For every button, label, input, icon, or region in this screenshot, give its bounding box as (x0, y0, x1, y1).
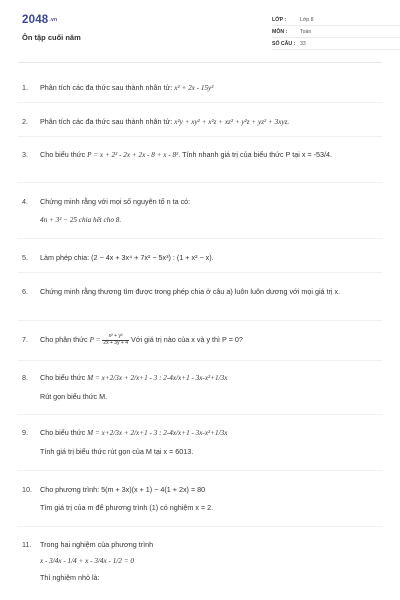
divider (18, 320, 382, 321)
math-expression: M = x+2/3x + 2/x+1 - 3 : 2-4x/x+1 - 3x-x²+1/3x (87, 429, 228, 437)
divider (18, 526, 382, 527)
divider (18, 238, 382, 239)
divider (18, 136, 382, 137)
meta-value: Toán (300, 29, 312, 35)
question-4 (22, 196, 382, 226)
question-number: 3. (22, 150, 28, 159)
math-expression: 4n + 3² − 25 chia hết cho 8. (40, 216, 122, 224)
brand-name: 2048 (22, 14, 49, 26)
page-title: Ôn tập cuối năm (22, 33, 81, 42)
question-text: Cho biểu thức (40, 150, 88, 159)
question-number: 10. (22, 485, 32, 494)
question-10 (22, 484, 382, 513)
question-subtext: Tính giá trị biểu thức rút gọn của M tại x = 6013. (40, 447, 194, 456)
meta-label: MÔN : (272, 29, 288, 35)
meta-label: LỚP : (272, 17, 287, 23)
meta-row-subject (272, 26, 400, 38)
meta-info (272, 14, 400, 50)
question-3 (22, 149, 382, 161)
divider (18, 102, 382, 103)
divider (18, 414, 382, 415)
meta-value: Lớp 8 (300, 17, 314, 23)
fraction-numerator: x² + y² (102, 334, 129, 341)
question-text: Chứng minh rằng thương tìm được trong phép chia ở câu a) luôn luôn dương với mọi giá trị x. (40, 287, 341, 296)
question-text: Cho phương trình: 5(m + 3x)(x + 1) − 4(1 + 2x) = 80 (40, 485, 206, 494)
question-number: 6. (22, 287, 28, 296)
meta-row-count (272, 38, 400, 50)
question-text: Trong hai nghiệm của phương trình (40, 540, 154, 549)
question-number: 2. (22, 117, 28, 126)
meta-label: SỐ CÂU : (272, 41, 296, 47)
question-subtext: Tìm giá trị của m để phương trình (1) có nghiệm x = 2. (40, 503, 214, 512)
question-5 (22, 252, 382, 263)
question-text: Chứng minh rằng với mọi số nguyên tố n ta có: (40, 197, 191, 206)
math-expression: x² + 2x - 15y² (174, 84, 214, 92)
worksheet-header (18, 0, 382, 63)
question-11 (22, 539, 382, 583)
question-2 (22, 116, 382, 128)
question-subtext: Rút gọn biểu thức M. (40, 392, 108, 401)
math-expression: x - 3/4x - 1/4 + x - 3/4x - 1/2 = 0 (40, 557, 134, 565)
question-number: 1. (22, 83, 28, 92)
meta-value: 33 (300, 41, 306, 47)
question-subtext: Thì nghiệm nhỏ là: (40, 573, 100, 582)
math-expression: x²y + xy² + x²z + xz² + y²z + yz² + 3xyz. (174, 118, 290, 126)
question-number: 11. (22, 540, 32, 549)
question-number: 9. (22, 428, 28, 437)
divider (18, 182, 382, 183)
divider (18, 470, 382, 471)
math-expression: P = x + 2² - 2x + 2x - 8 + x - 8² (87, 151, 179, 159)
question-6 (22, 286, 382, 297)
divider (18, 272, 382, 273)
question-text: Cho biểu thức (40, 428, 88, 437)
question-1 (22, 82, 382, 94)
question-text: . Tính nhanh giá trị của biểu thức P tại x = -53/4. (178, 150, 332, 159)
brand-suffix: .vn (49, 16, 58, 23)
question-7: 7. Cho phân thức P = $\frac{\text{x² + y²}}{2x + 3y + 4}$ Với giá trị nào của x và y thì P = 0? (22, 333, 243, 346)
brand-logo[interactable] (22, 14, 57, 26)
question-text: Phân tích các đa thức sau thành nhân tử: (40, 83, 175, 92)
fraction (102, 334, 129, 346)
question-9 (22, 427, 382, 457)
question-text: Cho biểu thức (40, 373, 88, 382)
question-8 (22, 372, 382, 402)
question-number: 8. (22, 373, 28, 382)
question-text: Phân tích các đa thức sau thành nhân tử: (40, 117, 175, 126)
divider (18, 360, 382, 361)
meta-row-class (272, 14, 400, 26)
question-number: 7. (22, 335, 28, 344)
fraction-denominator: 2x + 3y + 4 (103, 339, 129, 346)
math-expression: M = x+2/3x + 2/x+1 - 3 : 2-4x/x+1 - 3x-x²+1/3x (87, 374, 228, 382)
question-text: Cho phân thức (40, 335, 90, 344)
question-number: 4. (22, 197, 28, 206)
question-text: Làm phép chia: (2 − 4x + 3x⁴ + 7x² − 5x³) : (1 + x² − x). (40, 253, 214, 262)
question-text: Với giá trị nào của x và y thì P = 0? (129, 335, 243, 344)
question-number: 5. (22, 253, 28, 262)
